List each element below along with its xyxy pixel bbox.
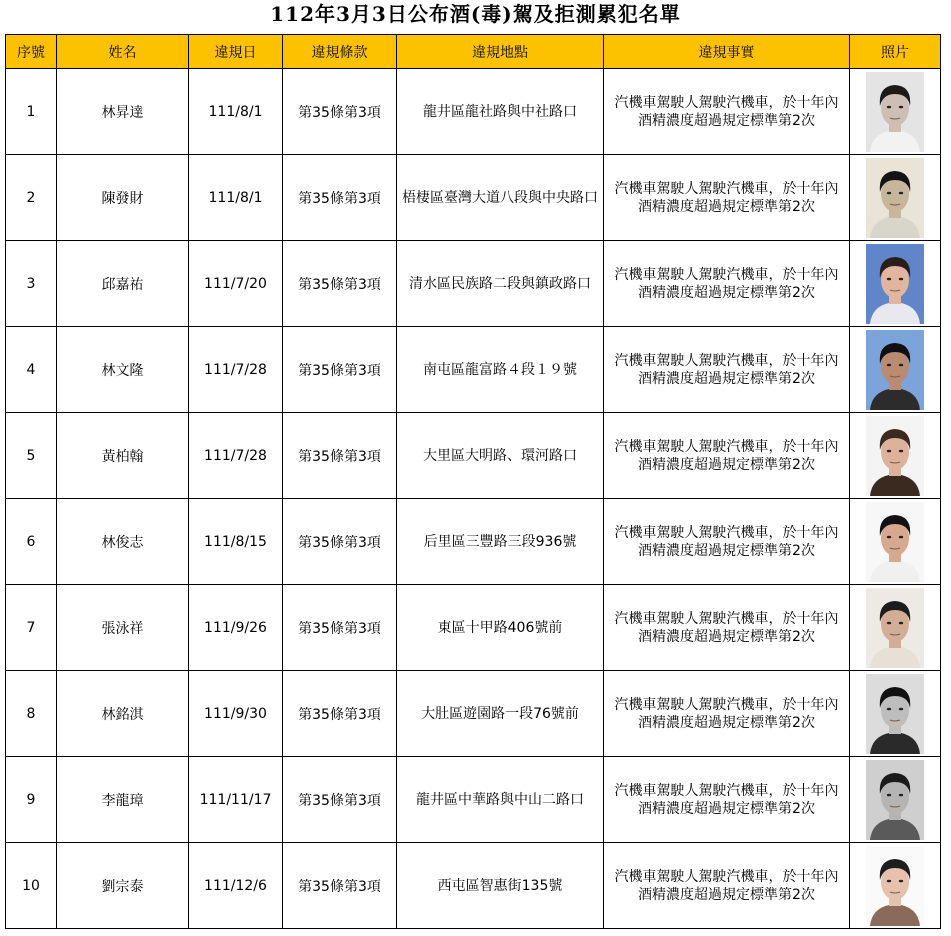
cell-serial-no: 7 (6, 585, 57, 671)
cell-violation-date: 111/9/26 (189, 585, 283, 671)
portrait-photo (866, 588, 924, 668)
cell-photo (850, 585, 941, 671)
cell-violation-date: 111/7/28 (189, 327, 283, 413)
cell-violation-date: 111/9/30 (189, 671, 283, 757)
cell-serial-no: 2 (6, 155, 57, 241)
fact-line-1: 汽機車駕駛人駕駛汽機車，於十年內 (614, 868, 839, 885)
cell-violation-fact (604, 327, 850, 413)
cell-violation-location: 龍井區龍社路與中社路口 (397, 69, 604, 155)
cell-violation-location: 后里區三豐路三段936號 (397, 499, 604, 585)
fact-line-1: 汽機車駕駛人駕駛汽機車，於十年內 (614, 180, 839, 197)
cell-violation-location: 東區十甲路406號前 (397, 585, 604, 671)
cell-photo (850, 241, 941, 327)
table-row (6, 413, 941, 499)
fact-line-1: 汽機車駕駛人駕駛汽機車，於十年內 (614, 94, 839, 111)
header-violation-date: 違規日 (189, 35, 283, 69)
table-row (6, 757, 941, 843)
portrait-photo (866, 674, 924, 754)
cell-violation-clause: 第35條第3項 (283, 757, 397, 843)
cell-violation-date: 111/7/28 (189, 413, 283, 499)
cell-violation-date: 111/7/20 (189, 241, 283, 327)
cell-violation-clause: 第35條第3項 (283, 499, 397, 585)
cell-violation-fact (604, 413, 850, 499)
cell-name: 黃柏翰 (57, 413, 189, 499)
cell-name: 劉宗泰 (57, 843, 189, 929)
fact-line-1: 汽機車駕駛人駕駛汽機車，於十年內 (614, 438, 839, 455)
cell-violation-date: 111/12/6 (189, 843, 283, 929)
table-header-row (6, 35, 941, 69)
cell-serial-no: 8 (6, 671, 57, 757)
cell-serial-no: 4 (6, 327, 57, 413)
cell-violation-fact (604, 241, 850, 327)
header-violation-fact: 違規事實 (604, 35, 850, 69)
cell-violation-date: 111/8/1 (189, 155, 283, 241)
fact-line-2: 酒精濃度超過規定標準第2次 (638, 800, 815, 817)
header-serial-no: 序號 (6, 35, 57, 69)
cell-name: 張泳祥 (57, 585, 189, 671)
table-row (6, 671, 941, 757)
cell-serial-no: 6 (6, 499, 57, 585)
cell-violation-fact (604, 499, 850, 585)
cell-violation-location: 梧棲區臺灣大道八段與中央路口 (397, 155, 604, 241)
header-violation-clause: 違規條款 (283, 35, 397, 69)
cell-name: 林俊志 (57, 499, 189, 585)
cell-violation-date: 111/8/15 (189, 499, 283, 585)
cell-violation-clause: 第35條第3項 (283, 413, 397, 499)
portrait-photo (866, 158, 924, 238)
offender-table (5, 34, 941, 929)
cell-violation-clause: 第35條第3項 (283, 671, 397, 757)
cell-serial-no: 5 (6, 413, 57, 499)
cell-violation-clause: 第35條第3項 (283, 69, 397, 155)
table-row (6, 843, 941, 929)
cell-violation-fact (604, 585, 850, 671)
fact-line-1: 汽機車駕駛人駕駛汽機車，於十年內 (614, 696, 839, 713)
cell-violation-fact (604, 843, 850, 929)
cell-serial-no: 10 (6, 843, 57, 929)
fact-line-2: 酒精濃度超過規定標準第2次 (638, 284, 815, 301)
fact-line-2: 酒精濃度超過規定標準第2次 (638, 112, 815, 129)
cell-violation-location: 西屯區智惠街135號 (397, 843, 604, 929)
fact-line-2: 酒精濃度超過規定標準第2次 (638, 714, 815, 731)
cell-violation-clause: 第35條第3項 (283, 241, 397, 327)
fact-line-2: 酒精濃度超過規定標準第2次 (638, 628, 815, 645)
cell-photo (850, 671, 941, 757)
portrait-photo (866, 244, 924, 324)
portrait-photo (866, 330, 924, 410)
table-row (6, 585, 941, 671)
cell-violation-fact (604, 671, 850, 757)
fact-line-1: 汽機車駕駛人駕駛汽機車，於十年內 (614, 266, 839, 283)
table-row (6, 327, 941, 413)
cell-name: 林昇達 (57, 69, 189, 155)
portrait-photo (866, 502, 924, 582)
cell-photo (850, 69, 941, 155)
cell-violation-clause: 第35條第3項 (283, 585, 397, 671)
cell-violation-date: 111/11/17 (189, 757, 283, 843)
cell-photo (850, 327, 941, 413)
cell-serial-no: 1 (6, 69, 57, 155)
cell-photo (850, 413, 941, 499)
header-violation-location: 違規地點 (397, 35, 604, 69)
cell-violation-location: 龍井區中華路與中山二路口 (397, 757, 604, 843)
header-name: 姓名 (57, 35, 189, 69)
cell-serial-no: 9 (6, 757, 57, 843)
header-photo: 照片 (850, 35, 941, 69)
fact-line-1: 汽機車駕駛人駕駛汽機車，於十年內 (614, 610, 839, 627)
cell-violation-clause: 第35條第3項 (283, 327, 397, 413)
cell-name: 林銘淇 (57, 671, 189, 757)
cell-violation-clause: 第35條第3項 (283, 843, 397, 929)
cell-photo (850, 499, 941, 585)
portrait-photo (866, 416, 924, 496)
fact-line-2: 酒精濃度超過規定標準第2次 (638, 456, 815, 473)
table-row (6, 155, 941, 241)
fact-line-2: 酒精濃度超過規定標準第2次 (638, 370, 815, 387)
cell-name: 李龍璋 (57, 757, 189, 843)
fact-line-2: 酒精濃度超過規定標準第2次 (638, 542, 815, 559)
fact-line-1: 汽機車駕駛人駕駛汽機車，於十年內 (614, 352, 839, 369)
cell-serial-no: 3 (6, 241, 57, 327)
portrait-photo (866, 72, 924, 152)
portrait-photo (866, 846, 924, 926)
fact-line-1: 汽機車駕駛人駕駛汽機車，於十年內 (614, 524, 839, 541)
portrait-photo (866, 760, 924, 840)
table-row (6, 499, 941, 585)
cell-violation-fact (604, 69, 850, 155)
cell-violation-location: 大里區大明路、環河路口 (397, 413, 604, 499)
cell-violation-date: 111/8/1 (189, 69, 283, 155)
cell-photo (850, 757, 941, 843)
cell-name: 林文隆 (57, 327, 189, 413)
page-title: 112年3月3日公布酒(毒)駕及拒測累犯名單 (270, 2, 681, 26)
cell-violation-fact (604, 155, 850, 241)
cell-name: 邱嘉祐 (57, 241, 189, 327)
cell-violation-location: 南屯區龍富路４段１９號 (397, 327, 604, 413)
fact-line-2: 酒精濃度超過規定標準第2次 (638, 198, 815, 215)
cell-photo (850, 843, 941, 929)
cell-photo (850, 155, 941, 241)
fact-line-2: 酒精濃度超過規定標準第2次 (638, 886, 815, 903)
table-row (6, 241, 941, 327)
cell-name: 陳發財 (57, 155, 189, 241)
cell-violation-fact (604, 757, 850, 843)
cell-violation-location: 清水區民族路二段與鎮政路口 (397, 241, 604, 327)
table-row (6, 69, 941, 155)
cell-violation-clause: 第35條第3項 (283, 155, 397, 241)
fact-line-1: 汽機車駕駛人駕駛汽機車，於十年內 (614, 782, 839, 799)
cell-violation-location: 大肚區遊園路一段76號前 (397, 671, 604, 757)
